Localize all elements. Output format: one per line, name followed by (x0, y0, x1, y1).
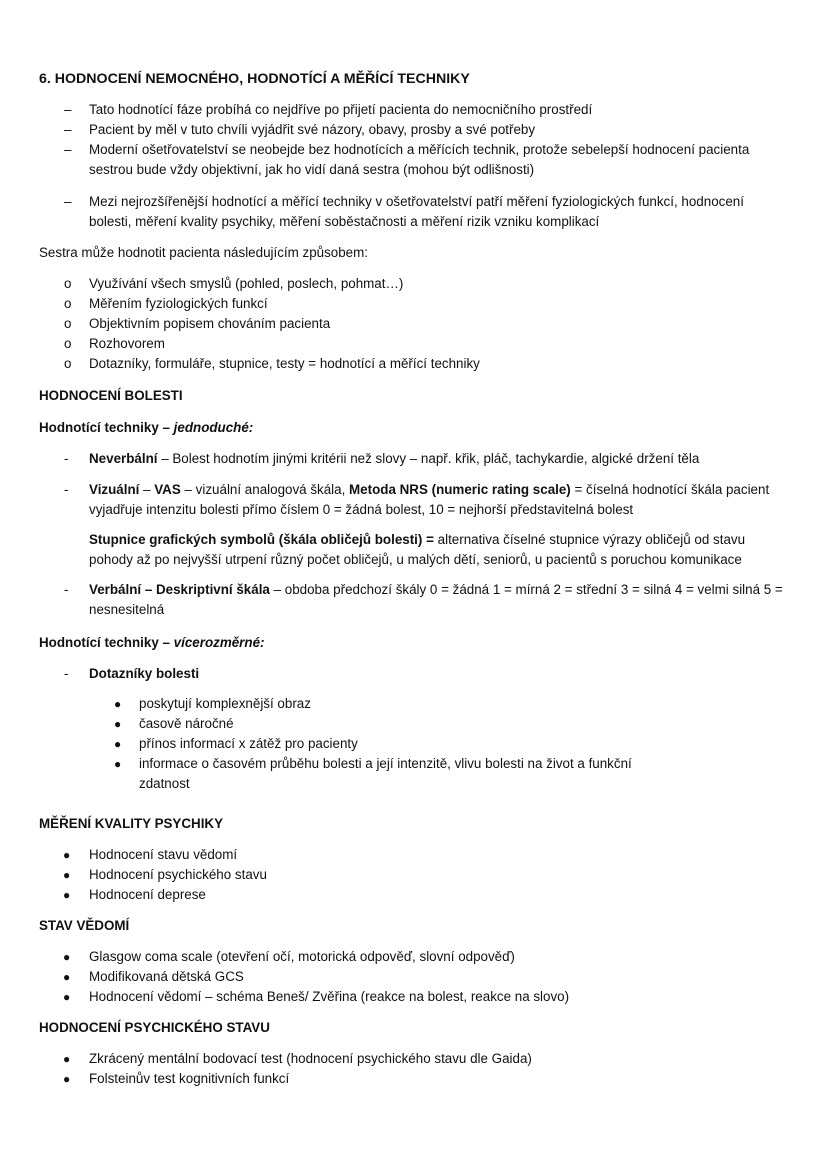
section-heading-bolest: HODNOCENÍ BOLESTI (39, 388, 183, 403)
subheading-simple: Hodnotící techniky – jednoduché: (39, 420, 254, 435)
list-item: ● Glasgow coma scale (otevření očí, motorická odpověď, slovní odpověď) (63, 949, 515, 964)
psych-stav-list (39, 1049, 789, 1089)
list-item: Stupnice grafických symbolů (škála obličejů bolesti) = alternativa číselné stupnice výrazy obličejů od stavu pohody až po nejvyšší utrpení různý počet obličejů, u malých dětí, seniorů, u pacientů s poruchou komunikace (89, 532, 746, 567)
list-item: - Verbální – Deskriptivní škála – obdoba předchozí škály 0 = žádná 1 = mírná 2 = střední 3 = silná 4 = velmi silná 5 = nesnesitelná (64, 582, 783, 617)
list-item: ● Hodnocení stavu vědomí (63, 847, 238, 862)
list-item: ● Zkrácený mentální bodovací test (hodnocení psychického stavu dle Gaida) (63, 1051, 532, 1066)
list-item: ● časově náročné (114, 716, 234, 731)
vedomi-list (39, 947, 789, 1007)
psychika-list (39, 845, 789, 905)
list-item: ● Hodnocení vědomí – schéma Beneš/ Zvěřina (reakce na bolest, reakce na slovo) (63, 989, 570, 1004)
list-item: ● přínos informací x zátěž pro pacienty (114, 736, 358, 751)
list-item: - Dotazníky bolesti (64, 666, 200, 681)
list-item: - Vizuální – VAS – vizuální analogová škála, Metoda NRS (numeric rating scale) = číselná hodnotící škála pacient vyjadřuje intenzitu bolesti přímo číslem 0 = žádná bolest, 10 = nejhorší představitelná bolest (64, 482, 770, 517)
page-title: 6. HODNOCENÍ NEMOCNÉHO, HODNOTÍCÍ A MĚŘÍCÍ TECHNIKY (39, 71, 470, 87)
section-heading-psych-stav: HODNOCENÍ PSYCHICKÉHO STAVU (39, 1020, 270, 1035)
list-item: ● Hodnocení deprese (63, 887, 206, 902)
subheading-multi: Hodnotící techniky – vícerozměrné: (39, 635, 265, 650)
list-item: o Dotazníky, formuláře, stupnice, testy = hodnotící a měřící techniky (64, 356, 480, 371)
list-item: ● Folsteinův test kognitivních funkcí (63, 1071, 290, 1086)
simple-techniques-list (39, 449, 789, 620)
sestra-intro: Sestra může hodnotit pacienta následujícím způsobem: (39, 245, 368, 260)
section-heading-psychika: MĚŘENÍ KVALITY PSYCHIKY (39, 816, 224, 831)
dotazniky-list (39, 694, 639, 794)
multi-techniques-list (39, 664, 789, 684)
intro-list (39, 100, 789, 232)
list-item: o Objektivním popisem chováním pacienta (64, 316, 331, 331)
section-heading-vedomi: STAV VĚDOMÍ (39, 918, 130, 933)
list-item: – Mezi nejrozšířenější hodnotící a měřící techniky v ošetřovatelství patří měření fyziologických funkcí, hodnocení bolesti, měření kvality psychiky, měření soběstačnosti a měření rizik vzniku komplikací (64, 194, 744, 229)
list-item: ● poskytují komplexnější obraz (114, 696, 311, 711)
list-item: o Využívání všech smyslů (pohled, poslech, pohmat…) (64, 276, 404, 291)
list-item: - Neverbální – Bolest hodnotím jinými kritérii než slovy – např. křik, pláč, tachykardie, algické držení těla (64, 451, 700, 466)
list-item: ● Hodnocení psychického stavu (63, 867, 267, 882)
list-item: – Pacient by měl v tuto chvíli vyjádřit své názory, obavy, prosby a své potřeby (64, 122, 536, 137)
list-item: ● informace o časovém průběhu bolesti a její intenzitě, vlivu bolesti na život a funkční zdatnost (114, 756, 632, 791)
list-item: – Moderní ošetřovatelství se neobejde bez hodnotících a měřících technik, protože sebelepší hodnocení pacienta sestrou bude vždy objektivní, jak ho vidí daná sestra (mohou být odlišnosti) (64, 142, 750, 177)
list-item: ● Modifikovaná dětská GCS (63, 969, 244, 984)
list-item: – Tato hodnotící fáze probíhá co nejdříve po přijetí pacienta do nemocničního prostředí (64, 102, 593, 117)
list-item: o Rozhovorem (64, 336, 165, 351)
sestra-list (39, 274, 789, 374)
list-item: o Měřením fyziologických funkcí (64, 296, 268, 311)
